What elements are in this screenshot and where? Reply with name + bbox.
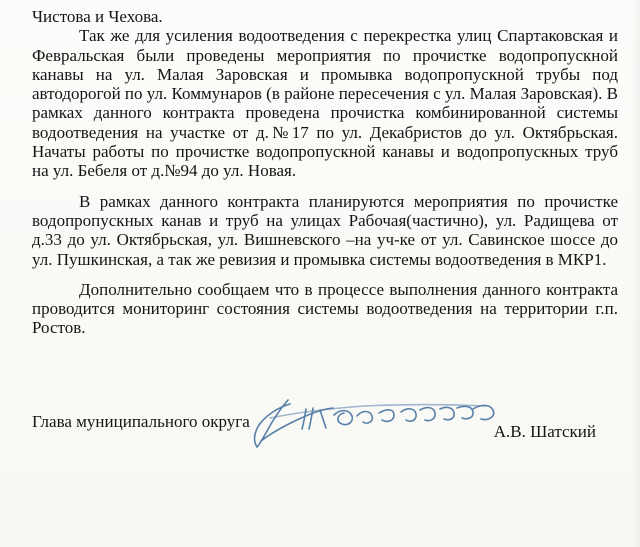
paragraph-2: В рамках данного контракта планируются мероприятия по прочистке водопропускных канав и труб на улицах Рабочая(частично), ул. Радищева от д.33 до ул. Октябрьская, ул. Вишневского –на уч-ке от ул. Савинское шоссе до ул. Пушкинская, а так же ревизия и промывка системы водоотведения в МКР1. xyxy=(32,191,618,269)
top-continuation-line: Чистова и Чехова. xyxy=(32,7,163,26)
document-body xyxy=(32,7,618,338)
paragraph-1: Так же для усиления водоотведения с перекрестка улиц Спартаковская и Февральская были проведены мероприятия по прочистке водопропускной канавы на ул. Малая Заровская и промывка водопропускной трубы под автодорогой по ул. Коммунаров (в районе пересечения с ул. Малая Заровская). В рамках данного контракта проведена прочистка комбинированной системы водоотведения на участке от д.№17 по ул. Декабристов до ул. Октябрьская. Начаты работы по прочистке водопропускной канавы и водопропускных труб на ул. Бебеля от д.№94 до ул. Новая. xyxy=(32,26,618,181)
paragraph-3: Дополнительно сообщаем что в процессе выполнения данного контракта проводится мониторинг состояния системы водоотведения на территории г.п. Ростов. xyxy=(32,279,618,338)
signature-icon xyxy=(236,392,501,450)
signer-name: А.В. Шатский xyxy=(493,422,596,441)
page-edge-shadow xyxy=(630,0,640,547)
position-title: Глава муниципального округа xyxy=(32,412,250,431)
